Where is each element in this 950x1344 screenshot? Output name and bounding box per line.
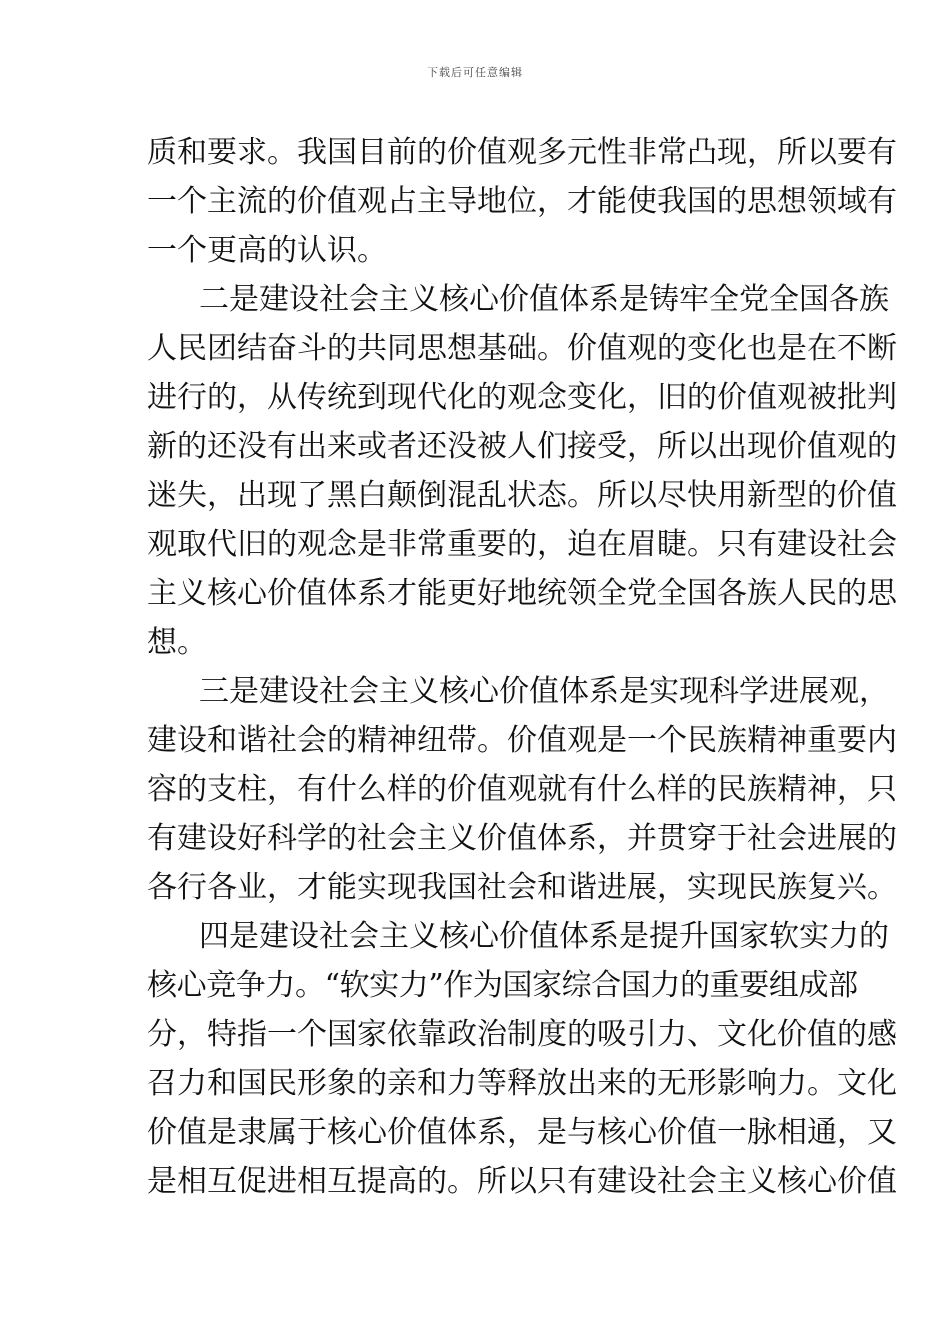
text-line: 进行的，从传统到现代化的观念变化，旧的价值观被批判 xyxy=(147,380,897,415)
text-line: 人民团结奋斗的共同思想基础。价值观的变化也是在不断 xyxy=(147,331,897,366)
text-line: 核心竞争力。“软实力”作为国家综合国力的重要组成部 xyxy=(147,968,858,1003)
text-line: 建设和谐社会的精神纽带。价值观是一个民族精神重要内 xyxy=(147,723,897,758)
text-line: 是相互促进相互提高的。所以只有建设社会主义核心价值 xyxy=(147,1164,897,1199)
text-line: 四是建设社会主义核心价值体系是提升国家软实力的 xyxy=(199,919,889,954)
text-line: 想。 xyxy=(147,625,207,660)
text-line: 观取代旧的观念是非常重要的，迫在眉睫。只有建设社会 xyxy=(147,527,897,562)
text-line: 容的支柱，有什么样的价值观就有什么样的民族精神，只 xyxy=(147,772,897,807)
text-line: 分，特指一个国家依靠政治制度的吸引力、文化价值的感 xyxy=(147,1017,897,1052)
text-line: 新的还没有出来或者还没被人们接受，所以出现价值观的 xyxy=(147,429,897,464)
page-header: 下载后可任意编辑 xyxy=(427,66,523,79)
text-line: 迷失，出现了黑白颠倒混乱状态。所以尽快用新型的价值 xyxy=(147,478,897,513)
text-line: 各行各业，才能实现我国社会和谐进展，实现民族复兴。 xyxy=(147,870,897,905)
text-line: 价值是隶属于核心价值体系，是与核心价值一脉相通，又 xyxy=(147,1115,897,1150)
text-line: 质和要求。我国目前的价值观多元性非常凸现，所以要有 xyxy=(147,135,897,170)
body-text xyxy=(147,128,897,1206)
text-line: 召力和国民形象的亲和力等释放出来的无形影响力。文化 xyxy=(147,1066,897,1101)
text-line: 三是建设社会主义核心价值体系是实现科学进展观， xyxy=(199,674,889,709)
text-line: 主义核心价值体系才能更好地统领全党全国各族人民的思 xyxy=(147,576,897,611)
text-line: 二是建设社会主义核心价值体系是铸牢全党全国各族 xyxy=(199,282,889,317)
text-line: 有建设好科学的社会主义价值体系，并贯穿于社会进展的 xyxy=(147,821,897,856)
text-line: 一个主流的价值观占主导地位，才能使我国的思想领域有 xyxy=(147,184,897,219)
text-line: 一个更高的认识。 xyxy=(147,233,387,268)
